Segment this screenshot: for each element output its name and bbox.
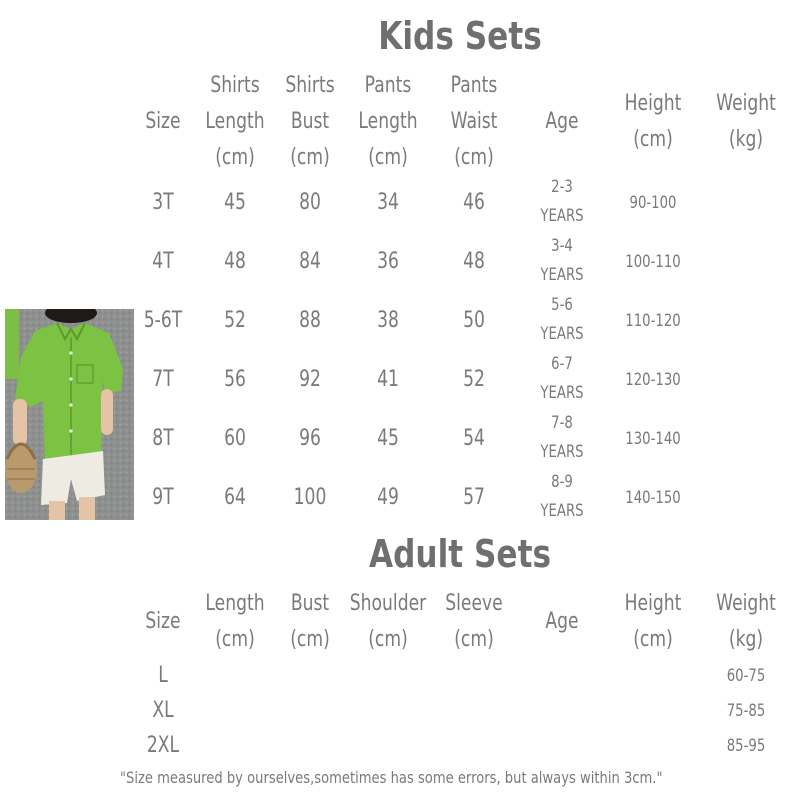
kids-cell-size: 9T	[152, 485, 174, 510]
kids-header-shirts-bust: Shirts Bust (cm)	[285, 73, 335, 170]
adult-cell-weight: 60-75	[726, 666, 766, 686]
kids-cell-age: 7-8 YEARS	[540, 413, 584, 462]
kids-cell-shirt-bust: 80	[299, 190, 321, 215]
measurement-note: "Size measured by ourselves,sometimes has some errors, but always within 3cm."	[120, 768, 663, 787]
kids-cell-pants-length: 36	[377, 249, 399, 274]
adult-cell-weight: 75-85	[726, 701, 766, 721]
kids-cell-shirt-bust: 96	[299, 426, 321, 451]
adult-cell-weight: 85-95	[726, 736, 766, 756]
adult-header-height: Height (cm)	[624, 591, 682, 652]
kids-cell-pants-length: 49	[377, 485, 399, 510]
kids-header-size: Size	[145, 109, 181, 134]
kids-cell-pants-length: 45	[377, 426, 399, 451]
adult-header-sleeve: Sleeve (cm)	[445, 591, 503, 652]
kids-cell-height: 140-150	[625, 488, 681, 508]
kids-cell-height: 110-120	[625, 311, 681, 331]
adult-cell-size: XL	[152, 698, 174, 723]
kids-cell-pants-length: 38	[377, 308, 399, 333]
kids-cell-pants-length: 41	[377, 367, 399, 392]
kids-cell-shirt-bust: 92	[299, 367, 321, 392]
kids-cell-pants-length: 34	[377, 190, 399, 215]
kids-cell-shirt-length: 64	[224, 485, 246, 510]
kids-header-pants-waist: Pants Waist (cm)	[450, 73, 498, 170]
kids-cell-size: 8T	[152, 426, 174, 451]
kids-cell-shirt-length: 60	[224, 426, 246, 451]
kids-cell-size: 7T	[152, 367, 174, 392]
kids-cell-pants-waist: 57	[463, 485, 485, 510]
kids-cell-pants-waist: 50	[463, 308, 485, 333]
adult-cell-size: L	[158, 663, 168, 688]
kids-cell-shirt-length: 48	[224, 249, 246, 274]
kids-cell-age: 6-7 YEARS	[540, 354, 584, 403]
kids-cell-age: 2-3 YEARS	[540, 177, 584, 226]
kids-cell-shirt-bust: 84	[299, 249, 321, 274]
kids-cell-shirt-length: 56	[224, 367, 246, 392]
adult-cell-size: 2XL	[146, 733, 180, 758]
kids-cell-height: 120-130	[625, 370, 681, 390]
kids-cell-shirt-bust: 88	[299, 308, 321, 333]
kids-cell-pants-waist: 46	[463, 190, 485, 215]
kids-header-weight: Weight (kg)	[716, 91, 776, 152]
kids-header-height: Height (cm)	[624, 91, 682, 152]
kids-cell-age: 5-6 YEARS	[540, 295, 584, 344]
kids-cell-size: 4T	[152, 249, 174, 274]
kids-cell-size: 3T	[152, 190, 174, 215]
adult-sets-title: Adult Sets	[368, 532, 552, 576]
kids-cell-shirt-length: 45	[224, 190, 246, 215]
adult-header-shoulder: Shoulder (cm)	[349, 591, 427, 652]
adult-header-bust: Bust (cm)	[290, 591, 330, 652]
kids-cell-pants-waist: 48	[463, 249, 485, 274]
adult-header-weight: Weight (kg)	[716, 591, 776, 652]
adult-header-length: Length (cm)	[205, 591, 265, 652]
kids-cell-age: 8-9 YEARS	[540, 472, 584, 521]
kids-cell-size: 5-6T	[143, 308, 183, 333]
adult-header-size: Size	[145, 609, 181, 634]
kids-cell-pants-waist: 54	[463, 426, 485, 451]
kids-cell-shirt-bust: 100	[293, 485, 327, 510]
kids-cell-shirt-length: 52	[224, 308, 246, 333]
kids-header-age: Age	[545, 109, 579, 134]
product-photo	[5, 309, 134, 520]
kids-header-pants-length: Pants Length (cm)	[358, 73, 418, 170]
kids-cell-age: 3-4 YEARS	[540, 236, 584, 285]
kids-cell-height: 130-140	[625, 429, 681, 449]
kids-cell-height: 100-110	[625, 252, 681, 272]
kids-cell-height: 90-100	[629, 193, 677, 213]
adult-header-age: Age	[545, 609, 579, 634]
kids-header-shirts-length: Shirts Length (cm)	[205, 73, 265, 170]
kids-cell-pants-waist: 52	[463, 367, 485, 392]
kids-sets-title: Kids Sets	[378, 14, 542, 58]
